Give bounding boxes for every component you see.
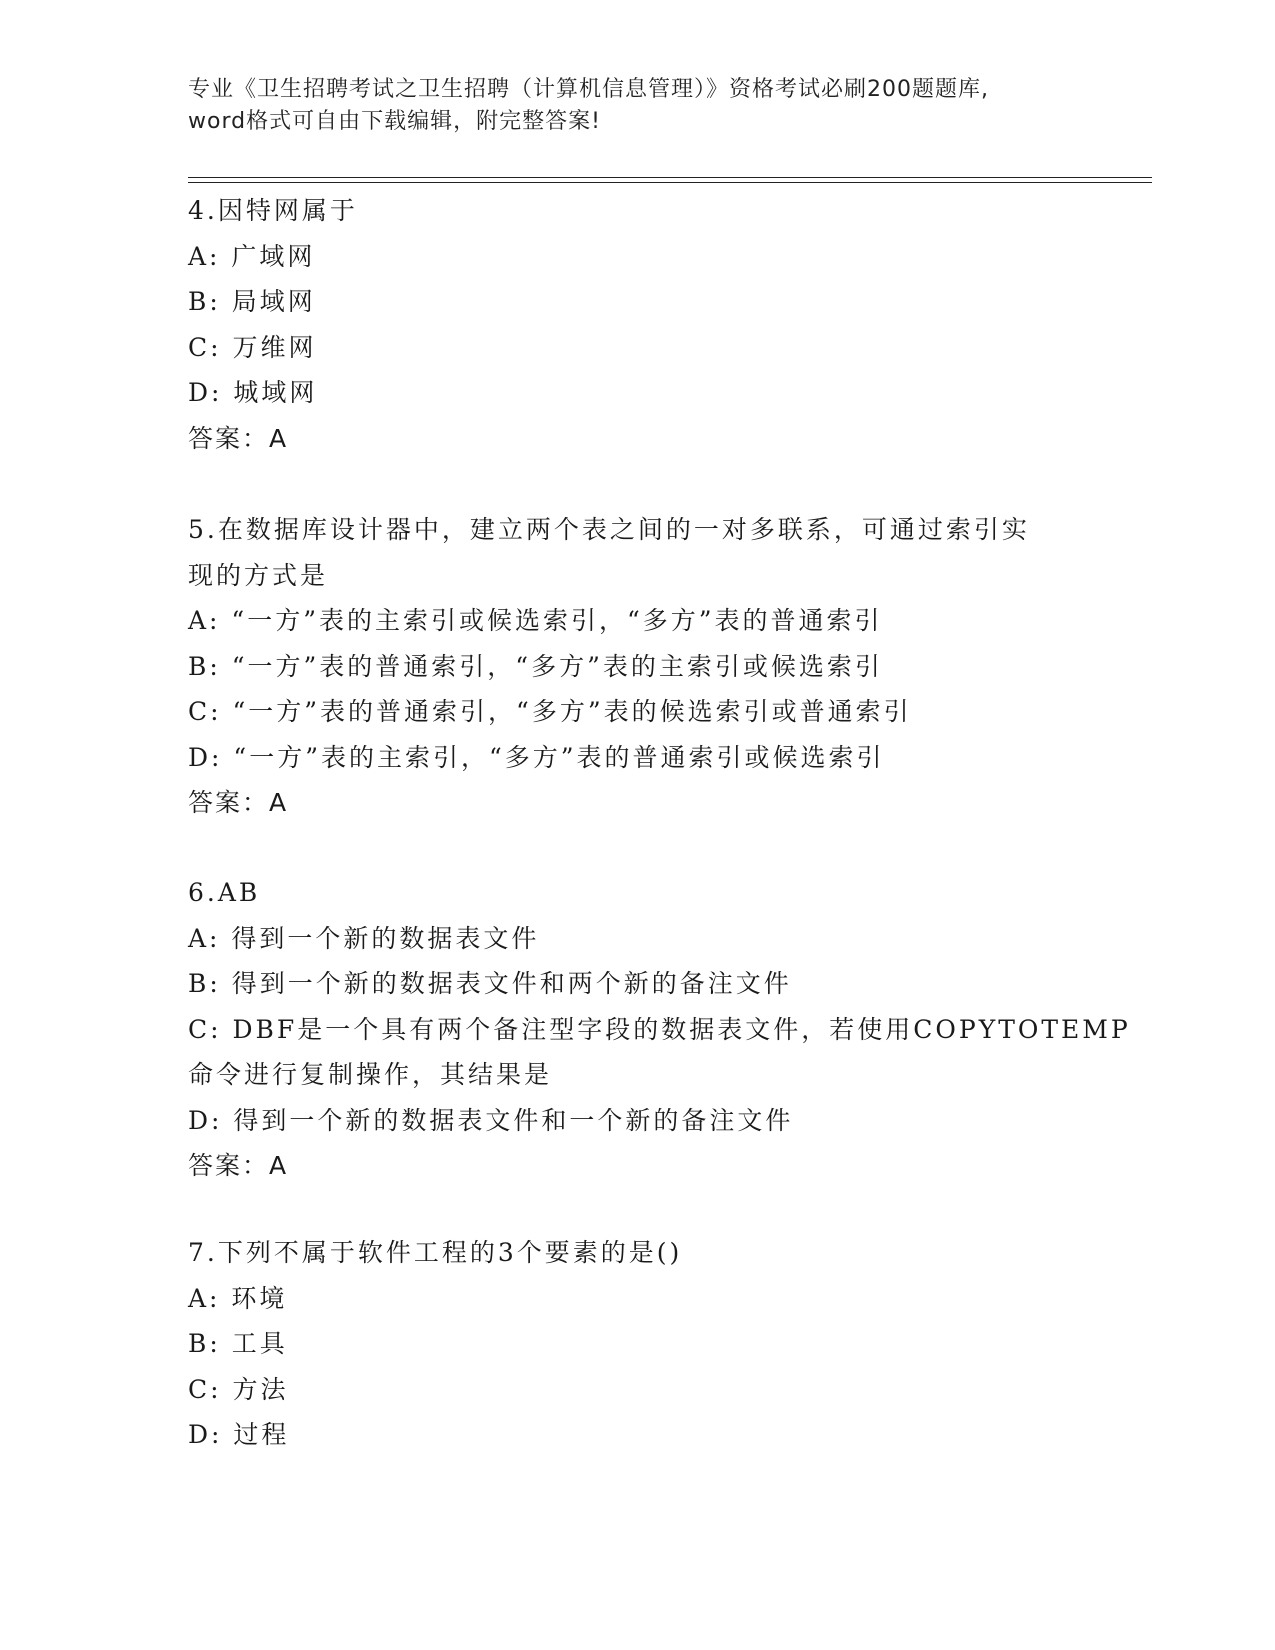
option-a: A: 环境 bbox=[188, 1283, 288, 1313]
option-a: A: 广域网 bbox=[188, 241, 316, 271]
option-d: D: 城域网 bbox=[188, 378, 318, 407]
question-4 bbox=[188, 188, 1088, 461]
header-rule-top bbox=[188, 177, 1152, 178]
question-7 bbox=[188, 1230, 1088, 1458]
answer: 答案：A bbox=[188, 1151, 289, 1180]
option-b: B: 工具 bbox=[188, 1329, 288, 1358]
option-c: C: “一方”表的普通索引，“多方”表的候选索引或普通索引 bbox=[188, 697, 912, 726]
question-stem: 4.因特网属于 bbox=[188, 196, 358, 225]
question-stem-continued: 现的方式是 bbox=[188, 560, 329, 590]
option-c: C: 方法 bbox=[188, 1374, 289, 1404]
option-c: C: DBF是一个具有两个备注型字段的数据表文件，若使用COPYTOTEMP bbox=[188, 1014, 1131, 1044]
answer: 答案：A bbox=[188, 788, 289, 817]
option-a: A: “一方”表的主索引或候选索引，“多方”表的普通索引 bbox=[188, 606, 883, 635]
header-line-1: 专业《卫生招聘考试之卫生招聘（计算机信息管理）》资格考试必刷200题题库, bbox=[188, 77, 989, 102]
question-6 bbox=[188, 870, 1131, 1189]
option-d: D: 过程 bbox=[188, 1420, 290, 1449]
question-5 bbox=[188, 507, 1088, 826]
question-stem: 7.下列不属于软件工程的3个要素的是() bbox=[188, 1238, 683, 1267]
header-line-2: word格式可自由下载编辑，附完整答案! bbox=[188, 109, 601, 134]
option-c-continued: 命令进行复制操作，其结果是 bbox=[188, 1060, 553, 1089]
question-stem: 6.AB bbox=[188, 878, 261, 907]
answer: 答案：A bbox=[188, 423, 289, 453]
option-b: B: 局域网 bbox=[188, 287, 316, 316]
option-b: B: 得到一个新的数据表文件和两个新的备注文件 bbox=[188, 969, 792, 998]
header-rule-bottom bbox=[188, 182, 1152, 183]
document-header bbox=[188, 74, 1088, 138]
option-d: D: 得到一个新的数据表文件和一个新的备注文件 bbox=[188, 1105, 794, 1135]
option-a: A: 得到一个新的数据表文件 bbox=[188, 923, 540, 953]
option-b: B: “一方”表的普通索引，“多方”表的主索引或候选索引 bbox=[188, 651, 883, 681]
question-stem: 5.在数据库设计器中，建立两个表之间的一对多联系，可通过索引实 bbox=[188, 515, 1030, 544]
option-c: C: 万维网 bbox=[188, 332, 317, 362]
option-d: D: “一方”表的主索引，“多方”表的普通索引或候选索引 bbox=[188, 742, 885, 772]
